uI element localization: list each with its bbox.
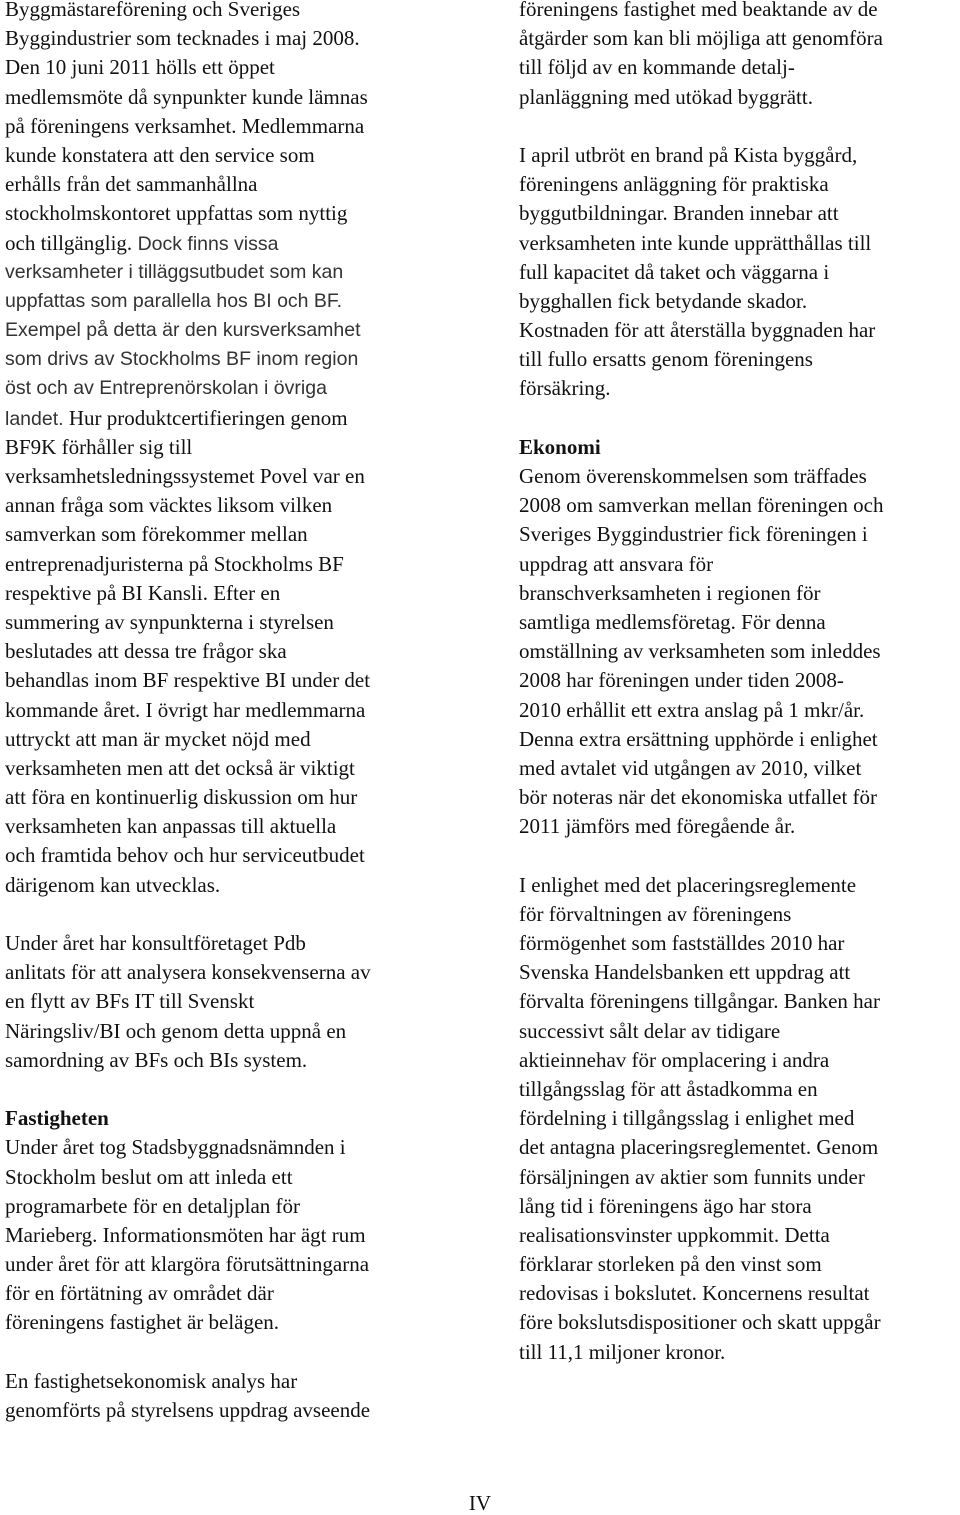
text-line: full kapacitet då taket och väggarna i bbox=[519, 259, 830, 284]
text-line: kunde konstatera att den service som bbox=[5, 142, 315, 167]
text-line: verksamheten inte kunde upprätthållas till bbox=[519, 230, 872, 255]
text-line: 2011 jämförs med föregående år. bbox=[519, 814, 796, 839]
text-line: till följd av en kommande detalj- bbox=[519, 55, 795, 80]
text-line: lång tid i föreningens ägo har stora bbox=[519, 1193, 812, 1218]
paragraph-fire bbox=[519, 141, 959, 404]
paragraph-spacer bbox=[519, 112, 959, 141]
paragraph-spacer bbox=[519, 841, 959, 870]
text-line: Under året tog Stadsbyggnadsnämnden i bbox=[5, 1135, 346, 1160]
text-line: genomförts på styrelsens uppdrag avseende bbox=[5, 1398, 371, 1422]
text-line: åtgärder som kan bli möjliga att genomföra bbox=[519, 26, 883, 51]
text-line: Genom överenskommelsen som träffades bbox=[519, 464, 867, 488]
text-line: En fastighetsekonomisk analys har bbox=[5, 1368, 298, 1393]
text-line: 2008 har föreningen under tiden 2008- bbox=[519, 668, 844, 693]
text-line: verksamheten men att det också är viktigt bbox=[5, 755, 355, 780]
text-line: Kostnaden för att återställa byggnaden har bbox=[519, 318, 876, 343]
text-line: uppdrag att ansvara för bbox=[519, 551, 714, 576]
text-line: Marieberg. Informationsmöten har ägt rum bbox=[5, 1222, 366, 1247]
text-line: därigenom kan utvecklas. bbox=[5, 872, 221, 897]
paragraph-spacer bbox=[519, 404, 959, 433]
text-line: till 11,1 miljoner kronor. bbox=[519, 1339, 726, 1364]
text-line bbox=[5, 404, 457, 433]
text-line: I april utbröt en brand på Kista byggård, bbox=[519, 142, 858, 167]
paragraph-spacer bbox=[5, 1338, 457, 1367]
text-line: bör noteras när det ekonomiska utfallet för bbox=[519, 785, 878, 810]
text-line: stockholmskontoret uppfattas som nyttig bbox=[5, 201, 348, 226]
text-line: Sveriges Byggindustrier fick föreningen i bbox=[519, 522, 868, 547]
text-line: behandlas inom BF respektive BI under det bbox=[5, 668, 371, 693]
text-line: samverkan som förekommer mellan bbox=[5, 522, 308, 547]
paragraph-spacer bbox=[5, 900, 457, 929]
text-line: till fullo ersatts genom föreningens bbox=[519, 347, 813, 372]
text-line: 2010 erhållit ett extra anslag på 1 mkr/år. bbox=[519, 697, 865, 722]
text-line: med avtalet vid utgången av 2010, vilket bbox=[519, 755, 862, 780]
text-line: för en förtätning av området där bbox=[5, 1281, 274, 1306]
text-line: kommande året. I övrigt har medlemmarna bbox=[5, 697, 366, 722]
text-line: föreningens fastighet är belägen. bbox=[5, 1310, 280, 1335]
text-line: Denna extra ersättning upphörde i enlighet bbox=[519, 726, 878, 751]
text-line: före bokslutsdispositioner och skatt uppgår bbox=[519, 1310, 881, 1335]
section-heading-ekonomi: Ekonomi bbox=[519, 434, 601, 459]
text-segment: Dock finns vissa bbox=[132, 232, 279, 255]
text-line: redovisas i bokslutet. Koncernens resultat bbox=[519, 1281, 870, 1306]
text-line: försäkring. bbox=[519, 376, 611, 401]
text-line: Exempel på detta är den kursverksamhet bbox=[5, 319, 361, 342]
text-line: och framtida behov och hur serviceutbudet bbox=[5, 843, 365, 868]
text-line: realisationsvinster uppkommit. Detta bbox=[519, 1222, 830, 1247]
text-line: föreningens anläggning för praktiska bbox=[519, 172, 829, 197]
text-line: på föreningens verksamhet. Medlemmarna bbox=[5, 113, 365, 138]
text-line: BF9K förhåller sig till bbox=[5, 434, 193, 459]
text-line: förmögenhet som fastställdes 2010 har bbox=[519, 931, 845, 955]
text-line: Byggmästareförening och Sveriges bbox=[5, 0, 301, 21]
text-line: I enlighet med det placeringsreglemente bbox=[519, 872, 857, 897]
text-line: uppfattas som parallella hos BI och BF. bbox=[5, 289, 343, 312]
text-line bbox=[5, 229, 457, 258]
text-line: anlitats för att analysera konsekvenserna av bbox=[5, 960, 371, 985]
text-line: Den 10 juni 2011 hölls ett öppet bbox=[5, 55, 275, 80]
text-line: Byggindustrier som tecknades i maj 2008. bbox=[5, 26, 360, 51]
text-line: uttryckt att man är mycket nöjd med bbox=[5, 726, 311, 751]
text-line: föreningens fastighet med beaktande av de bbox=[519, 0, 878, 21]
text-line: branschverksamheten i regionen för bbox=[519, 580, 821, 605]
text-line: programarbete för en detaljplan för bbox=[5, 1193, 301, 1218]
paragraph-agreement bbox=[519, 462, 959, 841]
text-line: förklarar storleken på den vinst som bbox=[519, 1252, 822, 1277]
text-line: förvalta föreningens tillgångar. Banken har bbox=[519, 989, 880, 1014]
text-line: verksamhetsledningssystemet Povel var en bbox=[5, 464, 365, 488]
text-line: Näringsliv/BI och genom detta uppnå en bbox=[5, 1018, 347, 1043]
text-line: medlemsmöte då synpunkter kunde lämnas bbox=[5, 84, 368, 109]
paragraph-property-continued bbox=[519, 0, 959, 112]
text-line: annan fråga som väcktes liksom vilken bbox=[5, 493, 333, 518]
page-number: IV bbox=[468, 1491, 492, 1515]
text-line: verksamheter i tilläggsutbudet som kan bbox=[5, 260, 344, 283]
text-line: entreprenadjuristerna på Stockholms BF bbox=[5, 551, 344, 576]
text-line: för förvaltningen av föreningens bbox=[519, 901, 792, 926]
text-line: samordning av BFs och BIs system. bbox=[5, 1047, 308, 1072]
text-line: som drivs av Stockholms BF inom region bbox=[5, 348, 359, 371]
text-line: försäljningen av aktier som funnits under bbox=[519, 1164, 865, 1189]
text-line: en flytt av BFs IT till Svenskt bbox=[5, 989, 255, 1014]
text-line: successivt sålt delar av tidigare bbox=[519, 1018, 781, 1043]
text-line: verksamheten kan anpassas till aktuella bbox=[5, 814, 337, 839]
text-line: omställning av verksamheten som inleddes bbox=[519, 639, 881, 664]
text-line: beslutades att dessa tre frågor ska bbox=[5, 639, 287, 664]
text-segment: och tillgänglig. bbox=[5, 230, 133, 255]
text-line: att föra en kontinuerlig diskussion om hur bbox=[5, 785, 358, 810]
paragraph-it-consultant bbox=[5, 929, 457, 1075]
text-line: bygghallen fick betydande skador. bbox=[519, 288, 808, 313]
text-line: Under året har konsultföretaget Pdb bbox=[5, 931, 306, 955]
text-line: Stockholm beslut om att inleda ett bbox=[5, 1164, 293, 1189]
text-line: samtliga medlemsföretag. För denna bbox=[519, 609, 826, 634]
paragraph-investments bbox=[519, 871, 959, 1367]
text-line: 2008 om samverkan mellan föreningen och bbox=[519, 493, 884, 518]
text-line: öst och av Entreprenörskolan i övriga bbox=[5, 377, 327, 400]
paragraph-member-meeting bbox=[5, 0, 457, 900]
left-column bbox=[5, 0, 457, 1425]
text-line: det antagna placeringsreglementet. Genom bbox=[519, 1135, 879, 1160]
paragraph-detail-plan bbox=[5, 1133, 457, 1337]
text-segment: Hur produktcertifieringen genom bbox=[63, 405, 348, 430]
text-line: planläggning med utökad byggrätt. bbox=[519, 84, 813, 109]
text-line: erhålls från det sammanhållna bbox=[5, 172, 258, 197]
text-segment: landet. bbox=[5, 407, 64, 430]
section-heading-fastigheten: Fastigheten bbox=[5, 1106, 109, 1131]
paragraph-spacer bbox=[5, 1075, 457, 1104]
text-line: Svenska Handelsbanken ett uppdrag att bbox=[519, 960, 851, 985]
text-line: byggutbildningar. Branden innebar att bbox=[519, 201, 839, 226]
text-line: respektive på BI Kansli. Efter en bbox=[5, 580, 281, 605]
text-line: under året för att klargöra förutsättningarna bbox=[5, 1252, 370, 1277]
text-line: fördelning i tillgångsslag i enlighet med bbox=[519, 1106, 855, 1131]
right-column bbox=[519, 0, 959, 1367]
paragraph-property-analysis bbox=[5, 1367, 457, 1425]
text-line: summering av synpunkterna i styrelsen bbox=[5, 609, 334, 634]
text-line: aktieinnehav för omplacering i andra bbox=[519, 1047, 830, 1072]
text-line: tillgångsslag för att åstadkomma en bbox=[519, 1076, 818, 1101]
